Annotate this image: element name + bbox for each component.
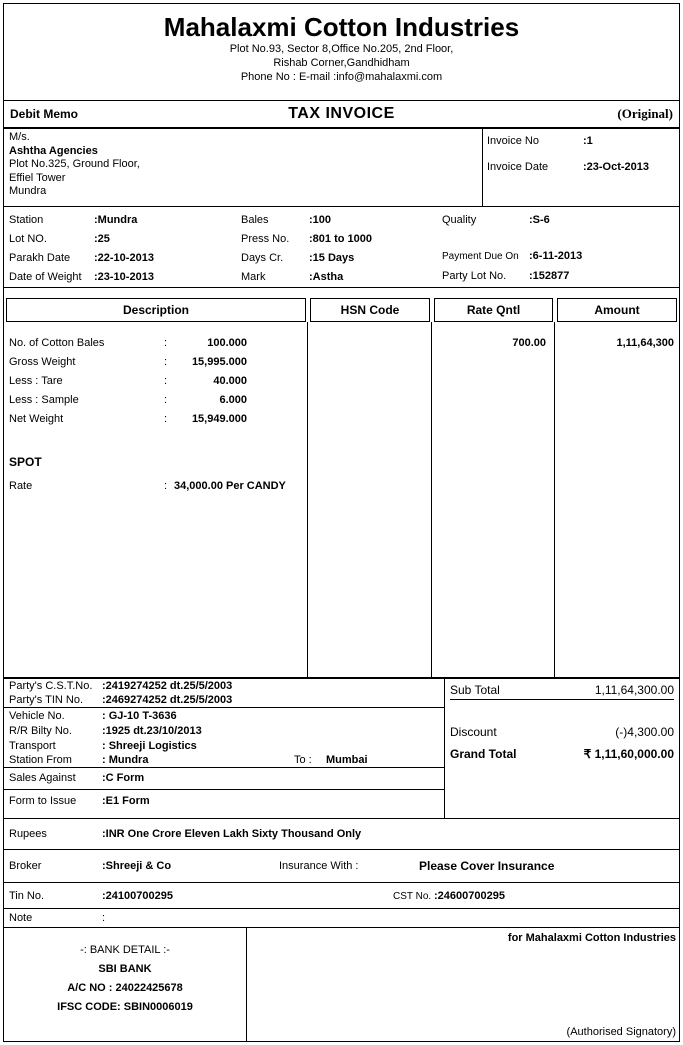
desc-colon: : — [164, 394, 168, 406]
station-from-value: : Mundra — [102, 754, 149, 766]
party-tin-label: Party's TIN No. — [9, 694, 84, 706]
grand-total-row — [450, 747, 674, 761]
desc-value: 40.000 — [213, 375, 247, 387]
broker-value: :Shreeji & Co — [102, 860, 172, 872]
press-no-value: :801 to 1000 — [309, 233, 372, 245]
desc-value: 100.000 — [207, 337, 247, 349]
bilty-no-row — [9, 725, 202, 737]
rupees-pair — [9, 828, 362, 840]
party-tin-value: :2469274252 dt.25/5/2003 — [102, 694, 233, 706]
bank-detail-title: -: BANK DETAIL :- — [80, 944, 170, 956]
buyer-address-line3: Mundra — [9, 185, 47, 197]
desc-label: Net Weight — [9, 413, 64, 425]
insurance-with-label: Insurance With : — [279, 860, 359, 872]
mark-row — [241, 271, 344, 283]
invoice-date-row — [487, 161, 650, 173]
memo-type: Debit Memo — [10, 107, 79, 121]
party-tax-box — [4, 679, 444, 708]
buyer-prefix: M/s. — [9, 131, 30, 143]
lot-no-row — [9, 233, 110, 245]
grand-total-value: ₹ 1,11,60,000.00 — [583, 747, 674, 761]
discount-label: Discount — [450, 725, 497, 739]
column-divider-3 — [554, 322, 555, 677]
buyer-address-line1: Plot No.325, Ground Floor, — [9, 158, 140, 170]
station-to-label: To : — [294, 754, 312, 766]
tin-no-value: :24100700295 — [102, 890, 173, 902]
bank-account-no: A/C NO : 24022425678 — [67, 982, 183, 994]
bilty-no-label: R/R Bilty No. — [9, 725, 72, 737]
shipment-details-section — [4, 207, 679, 288]
authorised-signatory-label: (Authorised Signatory) — [566, 1026, 676, 1038]
party-cst-value: :2419274252 dt.25/5/2003 — [102, 680, 233, 692]
desc-colon: : — [164, 413, 168, 425]
desc-value: 15,949.000 — [191, 413, 247, 425]
sub-total-row — [450, 679, 674, 700]
vehicle-no-label: Vehicle No. — [9, 710, 65, 722]
payment-due-row — [442, 250, 583, 262]
lot-no-value: :25 — [94, 233, 110, 245]
grand-total-label: Grand Total — [450, 747, 517, 761]
memo-bar — [4, 100, 679, 129]
rate-value: 34,000.00 Per CANDY — [174, 480, 286, 492]
company-address-line2: Rishab Corner,Gandhidham — [273, 57, 410, 69]
item-table-body — [4, 322, 679, 679]
company-name: Mahalaxmi Cotton Industries — [163, 12, 520, 42]
buyer-address-block — [4, 129, 482, 206]
invoice-date-value: :23-Oct-2013 — [583, 161, 650, 173]
transport-label: Transport — [9, 740, 56, 752]
discount-value: (-)4,300.00 — [615, 725, 674, 739]
party-and-totals-section — [4, 679, 679, 819]
party-details-column — [4, 679, 445, 818]
invoice-number-row — [487, 135, 593, 147]
desc-label: No. of Cotton Bales — [9, 337, 105, 349]
lot-no-label: Lot NO. — [9, 233, 47, 245]
column-header-hsn-code: HSN Code — [310, 298, 430, 322]
column-header-description: Description — [6, 298, 306, 322]
invoice-page — [3, 3, 680, 1042]
buyer-section — [4, 129, 679, 207]
desc-value: 6.000 — [219, 394, 247, 406]
payment-due-value: :6-11-2013 — [529, 250, 583, 262]
form-to-issue-row — [4, 790, 444, 818]
station-from-row — [9, 754, 368, 766]
desc-colon: : — [164, 356, 168, 368]
cst-no-value: :24600700295 — [434, 890, 505, 902]
invoice-number-value: :1 — [583, 135, 593, 147]
broker-pair — [9, 860, 172, 872]
form-to-issue-pair — [9, 795, 150, 807]
days-cr-row — [241, 252, 355, 264]
broker-label: Broker — [9, 860, 42, 872]
form-to-issue-label: Form to Issue — [9, 795, 77, 807]
bales-value: :100 — [309, 214, 332, 226]
rupees-value: :INR One Crore Eleven Lakh Sixty Thousand Only — [102, 828, 362, 840]
insurance-with-value: Please Cover Insurance — [419, 859, 555, 873]
rate-colon: : — [164, 480, 168, 492]
spot-label: SPOT — [9, 455, 42, 469]
desc-label: Less : Tare — [9, 375, 63, 387]
discount-row — [450, 725, 674, 739]
cst-no-label: CST No. — [393, 891, 432, 902]
form-to-issue-value: :E1 Form — [102, 795, 150, 807]
letterhead — [4, 4, 679, 100]
column-divider-2 — [431, 322, 432, 677]
vehicle-no-value: : GJ-10 T-3636 — [102, 710, 177, 722]
note-value: : — [102, 912, 106, 924]
days-cr-value: :15 Days — [309, 252, 355, 264]
quality-label: Quality — [442, 214, 477, 226]
party-lot-no-label: Party Lot No. — [442, 270, 507, 282]
party-cst-label: Party's C.S.T.No. — [9, 680, 93, 692]
payment-due-label: Payment Due On — [442, 251, 519, 262]
rupees-label: Rupees — [9, 828, 47, 840]
sales-against-label: Sales Against — [9, 772, 76, 784]
rate-label: Rate — [9, 480, 33, 492]
note-row — [4, 909, 679, 928]
note-pair — [9, 912, 106, 924]
document-title: TAX INVOICE — [288, 105, 395, 122]
column-header-amount: Amount — [557, 298, 677, 322]
totals-column — [445, 679, 679, 818]
party-cst-row — [9, 680, 233, 692]
desc-colon: : — [164, 337, 168, 349]
press-no-label: Press No. — [241, 233, 290, 245]
bank-name: SBI BANK — [98, 963, 152, 975]
bank-details-box — [4, 928, 247, 1041]
date-of-weight-label: Date of Weight — [9, 271, 82, 283]
signature-box — [247, 928, 679, 1041]
mark-value: :Astha — [309, 271, 344, 283]
parakh-date-value: :22-10-2013 — [94, 252, 154, 264]
bales-label: Bales — [241, 214, 269, 226]
vehicle-no-row — [9, 710, 177, 722]
column-divider-1 — [307, 322, 308, 677]
quality-value: :S-6 — [529, 214, 550, 226]
sales-against-row — [4, 768, 444, 790]
sub-total-label: Sub Total — [450, 683, 500, 697]
station-row — [9, 214, 138, 226]
item-table-header — [4, 288, 679, 322]
sub-total-value: 1,11,64,300.00 — [594, 683, 674, 697]
desc-label: Gross Weight — [9, 356, 76, 368]
party-tin-row — [9, 694, 233, 706]
amount-in-words-row — [4, 819, 679, 850]
sales-against-value: :C Form — [102, 772, 145, 784]
invoice-date-label: Invoice Date — [487, 161, 549, 173]
buyer-name: Ashtha Agencies — [9, 144, 98, 157]
date-of-weight-row — [9, 271, 154, 283]
parakh-date-label: Parakh Date — [9, 252, 71, 264]
invoice-number-label: Invoice No — [487, 135, 539, 147]
mark-label: Mark — [241, 271, 266, 283]
tin-pair — [9, 890, 173, 902]
press-no-row — [241, 233, 372, 245]
station-to-value: Mumbai — [326, 754, 368, 766]
station-label: Station — [9, 214, 44, 226]
broker-insurance-row — [4, 850, 679, 883]
date-of-weight-value: :23-10-2013 — [94, 271, 154, 283]
buyer-address-line2: Effiel Tower — [9, 171, 66, 184]
company-address-line3: Phone No : E-mail :info@mahalaxmi.com — [240, 71, 443, 83]
company-address-line1: Plot No.93, Sector 8,Office No.205, 2nd Floor, — [229, 43, 454, 55]
desc-colon: : — [164, 375, 168, 387]
station-from-label: Station From — [9, 754, 72, 766]
desc-label: Less : Sample — [9, 394, 79, 406]
amount-cell: 1,11,64,300 — [616, 337, 674, 349]
bank-ifsc-code: IFSC CODE: SBIN0006019 — [57, 1001, 193, 1013]
invoice-meta-block — [482, 129, 679, 206]
station-value: :Mundra — [94, 214, 138, 226]
transport-value: : Shreeji Logistics — [102, 740, 197, 752]
transport-box — [4, 708, 444, 768]
desc-value: 15,995.000 — [191, 356, 247, 368]
bilty-no-value: :1925 dt.23/10/2013 — [102, 725, 202, 737]
signatory-company: for Mahalaxmi Cotton Industries — [507, 932, 676, 944]
note-label: Note — [9, 912, 33, 924]
footer-section — [4, 928, 679, 1041]
tax-id-row — [4, 883, 679, 909]
transport-row — [9, 740, 197, 752]
party-lot-no-row — [442, 270, 570, 282]
parakh-date-row — [9, 252, 154, 264]
quality-row — [442, 214, 550, 226]
copy-type: (Original) — [617, 106, 673, 121]
bales-row — [241, 214, 332, 226]
sales-against-pair — [9, 772, 145, 784]
days-cr-label: Days Cr. — [241, 252, 284, 264]
rate-qntl-cell: 700.00 — [512, 337, 546, 349]
column-header-rate-qntl: Rate Qntl — [434, 298, 553, 322]
party-lot-no-value: :152877 — [529, 270, 570, 282]
tin-no-label: Tin No. — [9, 890, 45, 902]
